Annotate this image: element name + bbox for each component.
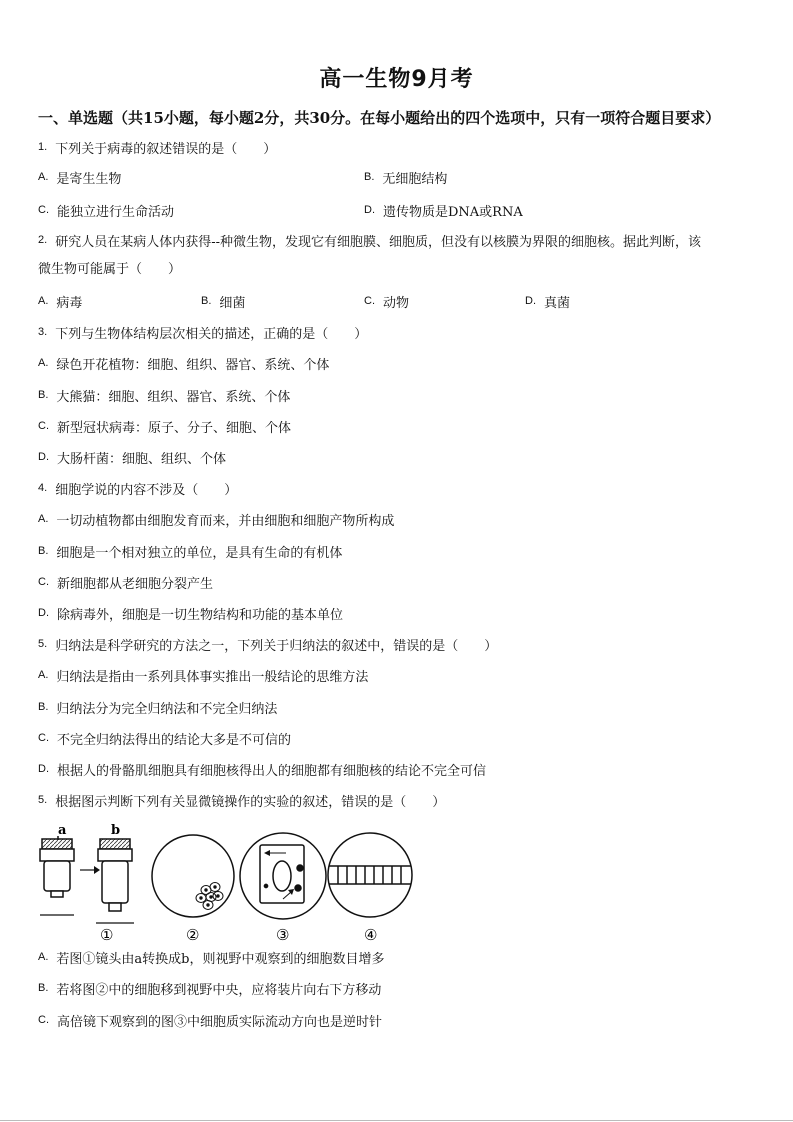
question-2: $^{2.}$ 研究人员在某病人体内获得--种微生物，发现它有细胞膜、细胞质，但没有以核膜为界限的细胞核。据此判断，该: [38, 234, 701, 250]
q3-option-d[interactable]: $^{D.}$ 大肠杆菌：细胞、组织、个体: [38, 451, 227, 467]
q4-option-a[interactable]: $^{A.}$ 一切动植物都由细胞发育而来，并由细胞和细胞产物所构成: [38, 513, 395, 529]
q1-option-d[interactable]: $^{D.}$ 遗传物质是DNA或RNA: [364, 204, 523, 220]
q3-option-b[interactable]: $^{B.}$ 大熊猫：细胞、组织、器官、系统、个体: [38, 389, 291, 405]
section-heading: 一、单选题（共15小题，每小题2分，共30分。在每小题给出的四个选项中，只有一项符合题目要求）: [38, 109, 721, 127]
question-5: $^{5.}$ 归纳法是科学研究的方法之一，下列关于归纳法的叙述中，错误的是（ ）: [38, 638, 498, 654]
question-2-cont: 微生物可能属于（ ）: [38, 262, 182, 277]
view-3-cytoplasm-flow: [240, 833, 326, 919]
q4-option-c[interactable]: $^{C.}$ 新细胞都从老细胞分裂产生: [38, 576, 214, 592]
question-3: $^{3.}$ 下列与生物体结构层次相关的描述，正确的是（ ）: [38, 326, 368, 342]
figure-label-3: ③: [276, 926, 290, 944]
microscope-figure: [38, 820, 418, 945]
q3-option-a[interactable]: $^{A.}$ 绿色开花植物：细胞、组织、器官、系统、个体: [38, 357, 330, 373]
figure-label-4: ④: [364, 926, 378, 944]
objective-lens-b: [98, 839, 132, 911]
question-1: $^{1.}$ 下列关于病毒的叙述错误的是（ ）: [38, 141, 277, 157]
q2-option-d[interactable]: $^{D.}$ 真菌: [525, 295, 571, 311]
q2-option-c[interactable]: $^{C.}$ 动物: [364, 295, 410, 311]
view-2-cells: [152, 835, 234, 917]
q5-option-c[interactable]: $^{C.}$ 不完全归纳法得出的结论大多是不可信的: [38, 732, 292, 748]
q6-option-a[interactable]: $^{A.}$ 若图①镜头由a转换成b，则视野中观察到的细胞数目增多: [38, 951, 385, 967]
figure-label-1: ①: [100, 926, 114, 944]
q6-option-b[interactable]: $^{B.}$ 若将图②中的细胞移到视野中央，应将装片向右下方移动: [38, 982, 382, 998]
q6-option-c[interactable]: $^{C.}$ 高倍镜下观察到的图③中细胞质实际流动方向也是逆时针: [38, 1014, 383, 1030]
q1-option-a[interactable]: $^{A.}$ 是寄生生物: [38, 171, 122, 187]
lens-a-label: a: [58, 823, 67, 838]
page-bottom-rule: [0, 1120, 793, 1121]
objective-lens-a: [40, 836, 74, 897]
view-4-cell-row: [328, 833, 412, 917]
q3-option-c[interactable]: $^{C.}$ 新型冠状病毒：原子、分子、细胞、个体: [38, 420, 292, 436]
q5-option-d[interactable]: $^{D.}$ 根据人的骨骼肌细胞具有细胞核得出人的细胞都有细胞核的结论不完全可信: [38, 763, 487, 779]
q1-option-c[interactable]: $^{C.}$ 能独立进行生命活动: [38, 204, 175, 220]
q2-option-b[interactable]: $^{B.}$ 细菌: [201, 295, 246, 311]
q1-option-b[interactable]: $^{B.}$ 无细胞结构: [364, 171, 448, 187]
figure-label-2: ②: [186, 926, 200, 944]
lens-b-label: b: [111, 823, 121, 838]
q2-option-a[interactable]: $^{A.}$ 病毒: [38, 295, 83, 311]
question-4: $^{4.}$ 细胞学说的内容不涉及（ ）: [38, 482, 238, 498]
q5-option-b[interactable]: $^{B.}$ 归纳法分为完全归纳法和不完全归纳法: [38, 701, 278, 717]
page-title: 高一生物9月考: [319, 67, 474, 92]
q5-option-a[interactable]: $^{A.}$ 归纳法是指由一系列具体事实推出一般结论的思维方法: [38, 669, 369, 685]
question-6: $^{5.}$ 根据图示判断下列有关显微镜操作的实验的叙述，错误的是（ ）: [38, 794, 446, 810]
q4-option-b[interactable]: $^{B.}$ 细胞是一个相对独立的单位，是具有生命的有机体: [38, 545, 343, 561]
q4-option-d[interactable]: $^{D.}$ 除病毒外，细胞是一切生物结构和功能的基本单位: [38, 607, 344, 623]
